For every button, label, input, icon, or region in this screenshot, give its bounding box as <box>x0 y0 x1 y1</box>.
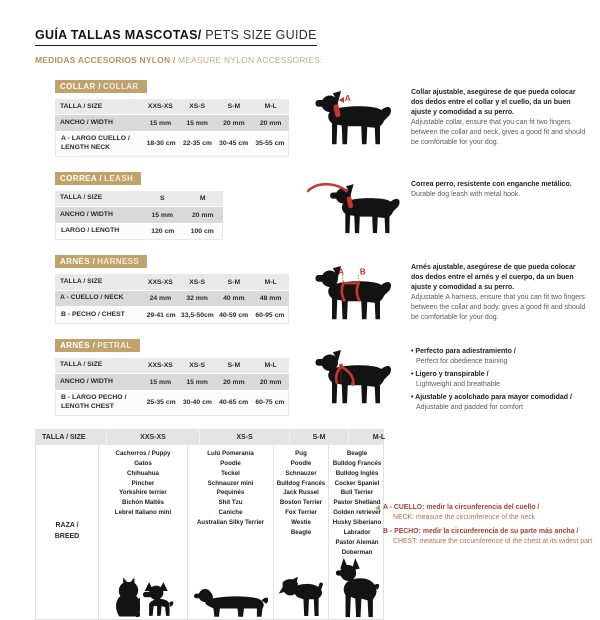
breed-item: Yorkshire terrier <box>119 489 167 497</box>
breed-item: Jack Russel <box>283 489 319 497</box>
breed-column-xs-s <box>188 445 274 619</box>
breed-item: Pug <box>295 449 307 457</box>
breed-item: Cachorros / Puppy <box>115 449 171 457</box>
table-cell: 20 mm <box>223 378 245 386</box>
petral-table <box>55 358 289 416</box>
table-row-label: TALLA / SIZE <box>60 194 103 202</box>
table-row <box>55 224 223 240</box>
table-row-values <box>143 132 288 156</box>
table-row <box>55 374 289 390</box>
table-cell: 40-59 cm <box>219 311 249 319</box>
harness-dog-illustration <box>305 251 407 321</box>
breed-row-label-es: RAZA / <box>55 522 79 530</box>
table-cell: M <box>199 195 206 203</box>
harness-marker-a: A <box>338 267 344 277</box>
breed-size-header: M-L <box>348 430 409 445</box>
leash-badge-en: LEASH <box>104 173 134 183</box>
dog-with-leash-icon <box>306 182 406 236</box>
petral-description <box>407 335 592 416</box>
breed-item: Bulldog Francés <box>332 459 382 467</box>
breed-item: Beagle <box>346 449 368 457</box>
table-cell: XXS-XS <box>147 278 173 286</box>
table-row-values <box>142 291 289 306</box>
breed-size-header: XS-S <box>199 430 289 445</box>
collar-desc-es: Collar ajustable, asegúrese de que pueda colocar dos dedos entre el collar y el cuello, da un buen ajuste y comodidad a su perro. <box>411 89 576 116</box>
note-b-en: CHEST: measure the circumference of the chest at its widest part <box>393 538 593 546</box>
petral-bullet-en: Perfect for obedience training <box>416 357 508 365</box>
table-row-label: A - CUELLO / NECK <box>60 294 124 302</box>
breed-item: Caniche <box>218 509 243 517</box>
petral-bullet <box>411 393 586 413</box>
breed-item: Lulú Pomerania <box>207 449 254 457</box>
breed-item: Boston Terrier <box>279 499 323 507</box>
breed-table <box>35 429 384 620</box>
table-cell: 15 mm <box>186 378 208 386</box>
table-cell: 30-45 cm <box>219 140 249 148</box>
harness-marker-b: B <box>359 267 366 277</box>
breed-item: Beagle <box>290 529 312 537</box>
page-title <box>35 28 317 46</box>
breed-item: Fox Terrier <box>285 509 317 517</box>
chihuahua-icon <box>142 580 174 618</box>
table-row <box>55 132 289 157</box>
harness-badge-es: ARNÉS / <box>60 257 96 267</box>
title-english: PETS SIZE GUIDE <box>201 28 317 42</box>
harness-desc-es: Arnés ajustable, asegúrese de que pueda colocar dos dedos entre el arnés y el cuerpo, da un buen ajuste y comodidad a su perro. <box>411 264 576 292</box>
collar-dog-illustration <box>305 76 407 146</box>
table-row <box>55 307 289 323</box>
leash-badge-es: CORREA / <box>60 173 103 183</box>
leash-description <box>407 168 592 200</box>
table-row-label: LARGO / LENGTH <box>61 227 120 235</box>
table-cell: M-L <box>264 103 277 111</box>
breed-item: Pastor Alemán <box>335 539 379 547</box>
table-row-values <box>142 207 223 222</box>
table-cell: 100 cm <box>190 228 214 236</box>
breed-list <box>188 445 273 528</box>
table-row <box>55 207 223 223</box>
table-cell: 15 mm <box>149 378 172 386</box>
petral-badge-en: PETRAL <box>97 340 132 350</box>
breed-item: Schnauzer mini <box>207 479 254 487</box>
harness-description <box>407 251 592 323</box>
table-row-values <box>142 99 289 114</box>
leash-section <box>35 168 592 240</box>
breed-item: Gatos <box>134 459 152 467</box>
collar-description <box>407 76 592 148</box>
harness-table <box>55 274 289 323</box>
breed-list <box>274 445 328 538</box>
harness-section <box>35 251 592 323</box>
leash-table <box>55 191 223 240</box>
petral-bullet-es: • Ligero y transpirable / <box>411 370 489 378</box>
breed-item: Bichón Maltés <box>122 499 164 507</box>
table-row-label: B - LARGO PECHO / LENGTH CHEST <box>61 394 127 410</box>
note-a <box>383 503 595 513</box>
table-row-values <box>143 307 288 322</box>
breed-size-header: S-M <box>289 430 348 445</box>
table-cell: 22-35 cm <box>182 140 212 148</box>
breed-item: Golden retriever <box>333 509 381 517</box>
page-subtitle <box>35 55 592 65</box>
table-cell: 25-35 cm <box>146 399 176 407</box>
petral-badge <box>55 339 140 352</box>
breed-table-header <box>36 430 386 445</box>
table-cell: 24 mm <box>149 295 172 303</box>
doberman-icon <box>332 558 382 618</box>
dachshund-icon <box>194 586 268 618</box>
breed-item: Pastor Shetland <box>333 499 381 507</box>
table-cell: 48 mm <box>259 295 282 303</box>
table-row-values <box>143 224 222 239</box>
table-row <box>55 115 289 131</box>
table-cell: 30-40 cm <box>182 399 212 407</box>
breed-silhouettes <box>188 586 273 619</box>
breed-table-body <box>36 445 383 619</box>
table-cell: 18-30 cm <box>146 140 176 148</box>
table-cell: 40 mm <box>223 295 245 303</box>
table-cell: XS-S <box>189 278 206 286</box>
breed-item: Poodle <box>290 459 312 467</box>
table-cell: XXS-XS <box>147 362 173 370</box>
table-cell: XXS-XS <box>147 103 173 111</box>
table-row-values <box>142 191 223 206</box>
petral-bullet-en: Adjustable and padded for comfort <box>416 403 524 411</box>
subtitle-english: MEASURE NYLON ACCESSORIES: <box>175 55 323 65</box>
table-cell: XS-S <box>189 103 206 111</box>
table-cell: M-L <box>264 278 277 286</box>
note-a-es: A - CUELLO: medir la circunferencia del cuello / <box>383 504 540 511</box>
table-row-values <box>143 391 288 415</box>
subtitle-spanish: MEDIDAS ACCESORIOS NYLON / <box>35 55 176 65</box>
table-row <box>55 99 289 115</box>
harness-desc-en: Adjustable A harness, ensure that you can fit two fingers between the collar and body, gives a good fit and should be comfortable for your dog. <box>411 294 586 322</box>
leash-dog-illustration <box>305 168 407 236</box>
petral-bullet <box>411 347 586 367</box>
table-cell: 120 cm <box>151 228 175 236</box>
collar-badge-es: COLLAR / <box>60 82 101 91</box>
breed-item: Teckel <box>221 469 240 477</box>
note-a-en: NECK: measure the circumference of the neck <box>393 514 536 522</box>
breed-item: Labrador <box>343 529 371 537</box>
table-cell: 20 mm <box>191 211 214 219</box>
harness-table-block <box>55 251 305 323</box>
leash-badge <box>55 172 141 185</box>
breed-item: Chihuahua <box>127 469 159 477</box>
table-row <box>55 391 289 416</box>
note-b-es: B - PECHO: medir la circunferencia de su parte más ancha / <box>383 527 579 535</box>
breed-item: Bulldog Inglés <box>335 469 379 477</box>
table-row-label: TALLA / SIZE <box>60 277 103 285</box>
collar-marker-a: A <box>344 93 351 103</box>
breed-column-xxs-xs <box>99 445 188 619</box>
breed-item: Pincher <box>131 479 155 487</box>
table-cell: 32 mm <box>186 295 208 303</box>
collar-section <box>35 76 592 157</box>
table-row <box>55 274 289 290</box>
table-cell: 15 mm <box>186 119 208 127</box>
table-row-label: TALLA / SIZE <box>60 102 103 110</box>
table-cell: 15 mm <box>149 119 172 127</box>
breed-list <box>99 445 187 518</box>
breed-item: Lebrel Italiano mini <box>114 509 172 517</box>
table-cell: 60-75 cm <box>255 399 285 407</box>
table-cell: 40-65 cm <box>219 399 249 407</box>
table-row-values <box>142 374 289 389</box>
breed-list <box>329 445 385 558</box>
breed-item: Husky Siberiano <box>332 519 382 527</box>
dog-with-harness-icon <box>314 265 398 321</box>
harness-badge <box>55 255 147 268</box>
table-row-label: ANCHO / WIDTH <box>60 377 113 385</box>
petral-bullet-es: • Ajustable y acolchado para mayor comodidad / <box>411 393 572 401</box>
collar-desc-en: Adjustable collar, ensure that you can fit two fingers between the collar and neck, gives a good fit and should be comfortable for your dog. <box>411 118 586 146</box>
breed-silhouettes <box>329 558 385 619</box>
breed-column-m-l <box>329 445 385 619</box>
petral-dog-illustration <box>305 335 407 405</box>
dog-with-collar-icon <box>314 90 398 146</box>
table-cell: S <box>159 195 165 203</box>
leash-desc-en: Durable dog leash with metal hook. <box>411 190 521 198</box>
breed-item: Poodle <box>220 459 241 467</box>
petral-bullet <box>411 370 586 390</box>
table-cell: 29-41 cm <box>146 311 176 319</box>
breed-item: Cocker Spaniel <box>334 479 380 487</box>
table-cell: XS-S <box>189 362 206 370</box>
table-cell: 15 mm <box>151 211 174 219</box>
breed-size-header: XXS-XS <box>106 430 199 445</box>
table-cell: 20 mm <box>259 378 282 386</box>
breed-item: Doberman <box>341 549 373 556</box>
dog-with-petral-harness-icon <box>314 349 398 405</box>
table-cell: S-M <box>227 278 241 286</box>
breed-item: Westie <box>291 519 311 527</box>
breed-column-s-m <box>274 445 329 619</box>
table-row <box>55 291 289 307</box>
breed-header-label: TALLA / SIZE <box>42 433 86 441</box>
breed-row-label <box>36 445 99 619</box>
title-spanish: GUÍA TALLAS MASCOTAS/ <box>35 28 202 42</box>
note-b <box>383 527 595 537</box>
table-cell: 33,5-50cm <box>180 311 214 319</box>
measurement-notes <box>383 503 595 550</box>
breed-item: Australian Silky Terrier <box>196 519 265 527</box>
table-cell: S-M <box>227 362 241 370</box>
breed-item: Pequinés <box>216 489 245 497</box>
table-cell: 60-95 cm <box>255 311 285 319</box>
petral-section <box>35 335 592 416</box>
pointer-icon <box>375 505 380 511</box>
breed-item: Bull Terrier <box>340 489 374 497</box>
table-cell: 20 mm <box>223 119 245 127</box>
table-row <box>55 358 289 374</box>
petral-table-block <box>55 335 305 416</box>
table-row-label: A - LARGO CUELLO / LENGTH NECK <box>61 135 130 151</box>
petral-bullet-en: Lightweight and breathable <box>416 380 501 388</box>
table-row-values <box>142 115 289 130</box>
breed-item: Bulldog Francés <box>276 479 326 487</box>
collar-badge-en: COLLAR <box>102 82 139 91</box>
leash-table-block <box>55 168 305 240</box>
table-row-label: TALLA / SIZE <box>60 361 103 369</box>
harness-badge-en: HARNESS <box>97 257 140 267</box>
breed-item: Schnauzer <box>285 469 317 477</box>
petral-badge-es: ARNÉS / <box>60 340 96 350</box>
collar-table <box>55 99 289 157</box>
schnauzer-icon <box>277 574 325 618</box>
petral-bullet-es: • Perfecto para adiestramiento / <box>411 347 516 355</box>
table-row-label: ANCHO / WIDTH <box>60 118 113 126</box>
table-row-label: ANCHO / WIDTH <box>60 210 113 218</box>
table-row-values <box>142 358 289 373</box>
breed-silhouettes <box>99 574 187 619</box>
collar-badge <box>55 80 147 93</box>
cat-icon <box>112 574 140 618</box>
table-cell: S-M <box>227 103 241 111</box>
table-row-values <box>142 274 289 289</box>
leash-desc-es: Correa perro, resistente con enganche metálico. <box>411 180 572 188</box>
table-cell: 20 mm <box>259 119 282 127</box>
breed-row-label-en: BREED <box>54 532 80 540</box>
breed-silhouettes <box>274 574 328 619</box>
table-row <box>55 191 223 207</box>
table-cell: 35-55 cm <box>255 140 285 148</box>
table-row-label: B - PECHO / CHEST <box>61 310 125 318</box>
table-cell: M-L <box>264 362 277 370</box>
collar-table-block <box>55 76 305 157</box>
breed-item: Shit Tzu <box>218 499 243 507</box>
